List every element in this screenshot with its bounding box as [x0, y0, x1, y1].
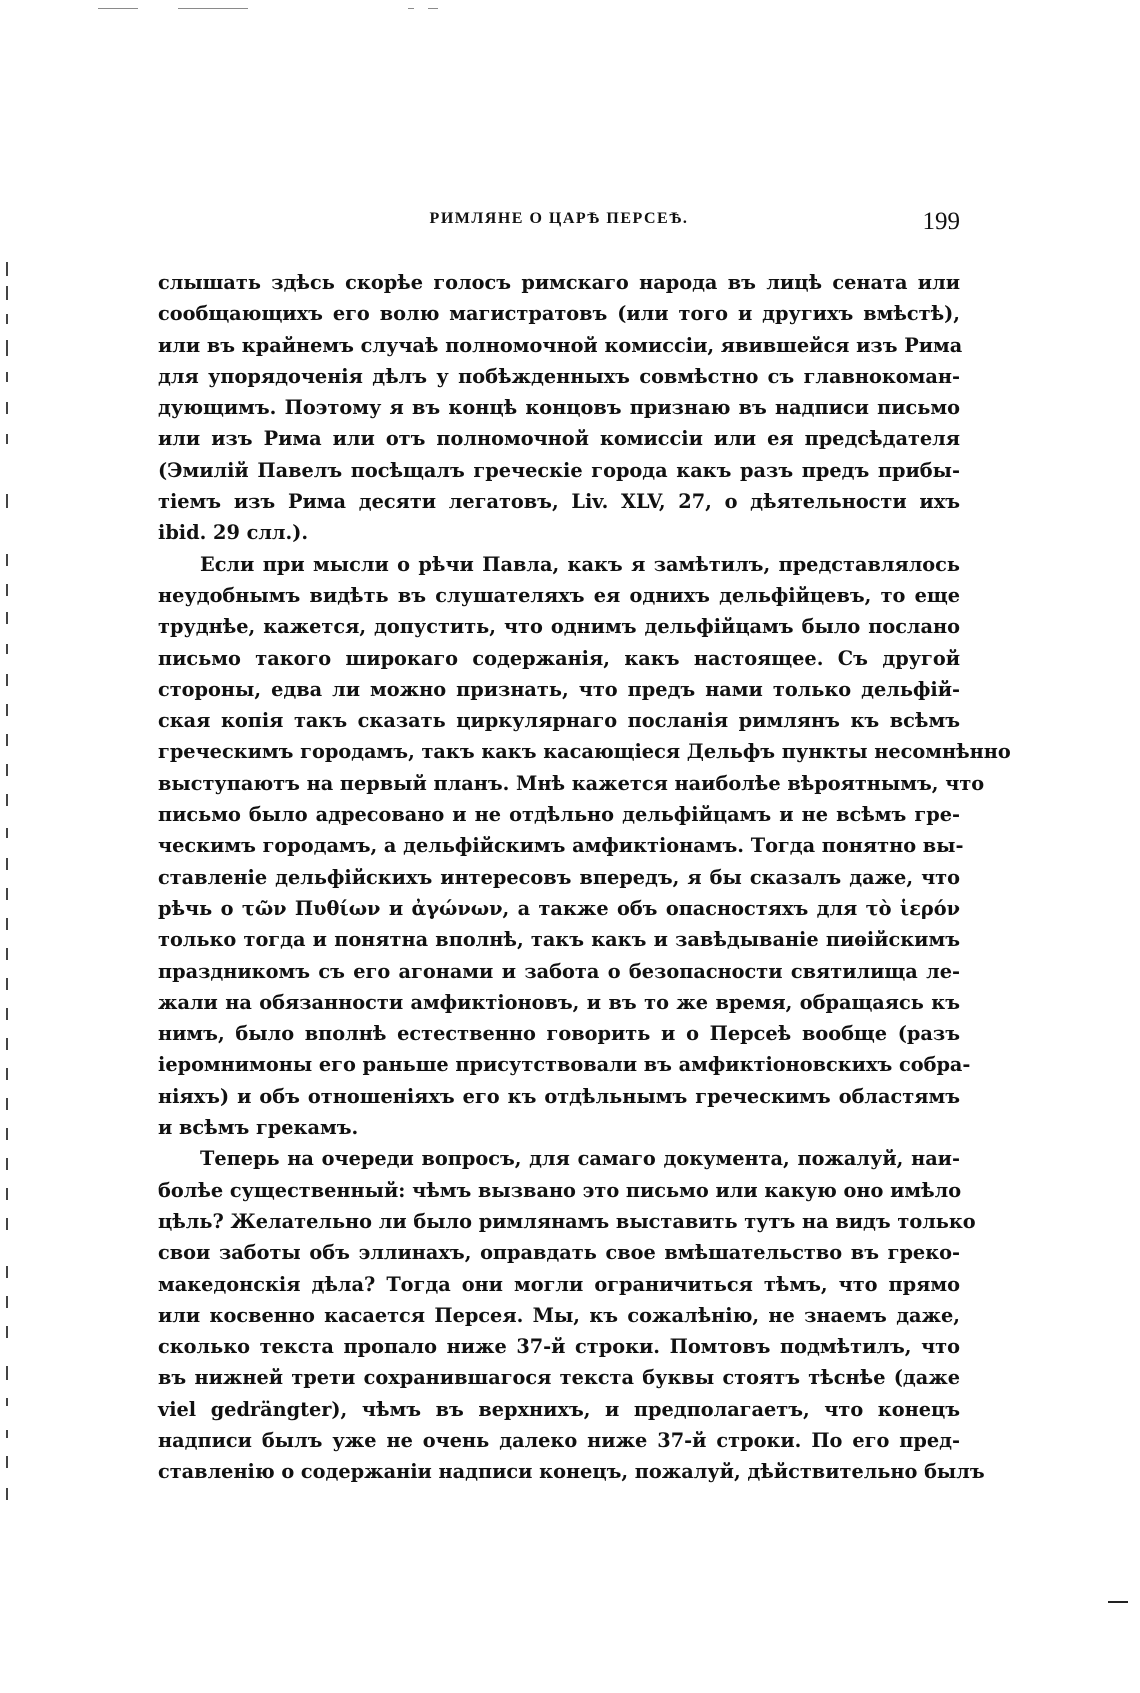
margin-tick	[6, 704, 8, 716]
text-line: цѣль? Желательно ли было римлянамъ выставить тутъ на видъ только	[158, 1209, 976, 1233]
text-line: ставленіе дельфійскихъ интересовъ впередъ, я бы сказалъ даже, что	[158, 865, 960, 889]
running-head	[158, 208, 960, 242]
paragraph	[158, 549, 1011, 1144]
text-line: Теперь на очереди вопросъ, для самаго документа, пожалуй, наи-	[200, 1147, 960, 1171]
margin-tick	[6, 644, 8, 654]
margin-tick	[6, 340, 8, 356]
margin-tick	[6, 494, 8, 508]
text-line: сообщающихъ его волю магистратовъ (или того и другихъ вмѣстѣ),	[158, 302, 960, 326]
margin-tick	[6, 1296, 8, 1308]
margin-tick	[6, 918, 8, 930]
scan-artifact-marks	[98, 8, 478, 10]
text-line: македонскія дѣла? Тогда они могли ограничиться тѣмъ, что прямо	[158, 1272, 960, 1296]
text-line: и всѣмъ грекамъ.	[158, 1116, 359, 1140]
scan-mark	[408, 8, 414, 9]
margin-tick	[6, 1488, 8, 1500]
margin-tick	[6, 612, 8, 624]
text-line: сколько текста пропало ниже 37-й строки. Помтовъ подмѣтилъ, что	[158, 1335, 960, 1359]
text-line: праздникомъ съ его агонами и забота о безопасности святилища ле-	[158, 959, 960, 983]
margin-tick	[6, 286, 8, 300]
margin-tick	[6, 372, 8, 382]
text-line: болѣе существенный: чѣмъ вызвано это письмо или какую оно имѣло	[158, 1178, 962, 1202]
margin-tick	[6, 1430, 8, 1438]
text-line: стороны, едва ли можно признать, что предъ нами только дельфій-	[158, 677, 960, 701]
text-line: ibid. 29 слл.).	[158, 521, 309, 545]
text-line: ческимъ городамъ, а дельфійскимъ амфиктіонамъ. Тогда понятно вы-	[158, 834, 964, 858]
scan-mark	[178, 8, 248, 9]
margin-tick	[6, 1128, 8, 1140]
text-line: труднѣе, кажется, допустить, что однимъ дельфійцамъ было послано	[158, 615, 960, 639]
text-line: выступаютъ на первый планъ. Мнѣ кажется наиболѣе вѣроятнымъ, что	[158, 771, 985, 795]
margin-tick	[6, 764, 8, 776]
margin-tick	[6, 978, 8, 990]
text-line: ставленію о содержаніи надписи конецъ, пожалуй, дѣйствительно былъ	[158, 1460, 985, 1484]
margin-tick	[6, 434, 8, 444]
margin-tick	[6, 1188, 8, 1200]
margin-tick	[6, 1366, 8, 1380]
edge-mark	[1108, 1601, 1128, 1603]
text-line: въ нижней трети сохранившагося текста буквы стоятъ тѣснѣе (даже	[158, 1366, 960, 1390]
margin-tick	[6, 402, 8, 414]
text-line: жали на обязанности амфиктіоновъ, и въ то же время, обращаясь къ	[158, 990, 960, 1014]
text-line: или изъ Рима или отъ полномочной комиссіи или ея предсѣдателя	[158, 427, 960, 451]
text-line: или въ крайнемъ случаѣ полномочной комиссіи, явившейся изъ Рима	[158, 333, 963, 357]
margin-tick	[6, 828, 8, 838]
margin-tick	[6, 262, 8, 276]
text-line: тіемъ изъ Рима десяти легатовъ, Liv. XLV, 27, о дѣятельности ихъ	[158, 490, 960, 514]
text-line: нимъ, было вполнѣ естественно говорить и о Персеѣ вообще (разъ	[158, 1022, 960, 1046]
margin-tick	[6, 1098, 8, 1110]
text-line: іеромнимоны его раньше присутствовали въ амфиктіоновскихъ собра-	[158, 1053, 971, 1077]
margin-tick	[6, 554, 8, 566]
text-line: или косвенно касается Персея. Мы, къ сожалѣнію, не знаемъ даже,	[158, 1303, 960, 1327]
paragraph	[158, 267, 963, 549]
margin-tick	[6, 1068, 8, 1080]
text-line: (Эмилій Павелъ посѣщалъ греческіе города какъ разъ предъ прибы-	[158, 458, 960, 482]
text-line: рѣчь о τῶν Πυθίων и ἀγώνων, а также объ опасностяхъ для τὸ ἱερόν	[158, 896, 960, 920]
margin-tick	[6, 888, 8, 900]
text-line: ская копія такъ сказать циркулярнаго посланія римлянъ къ всѣмъ	[158, 709, 960, 733]
text-line: для упорядоченія дѣлъ у побѣжденныхъ совмѣстно съ главнокоман-	[158, 364, 960, 388]
running-title: РИМЛЯНЕ О ЦАРѢ ПЕРСЕѢ.	[429, 210, 689, 227]
margin-tick	[6, 734, 8, 746]
text-line: Если при мысли о рѣчи Павла, какъ я замѣтилъ, представлялось	[200, 552, 960, 576]
text-line: дующимъ. Поэтому я въ концѣ концовъ признаю въ надписи письмо	[158, 396, 960, 420]
text-line: греческимъ городамъ, такъ какъ касающіеся Дельфъ пункты несомнѣнно	[158, 740, 1011, 764]
margin-tick	[6, 1008, 8, 1020]
text-line: только тогда и понятна вполнѣ, такъ какъ и завѣдываніе пиѳійскимъ	[158, 928, 960, 952]
text-line: свои заботы объ эллинахъ, оправдать свое вмѣшательство въ греко-	[158, 1241, 960, 1265]
margin-tick	[6, 584, 8, 596]
margin-tick	[6, 948, 8, 960]
body-text	[158, 267, 1011, 1488]
margin-tick	[6, 1266, 8, 1278]
margin-tick	[6, 1218, 8, 1230]
text-line: неудобнымъ видѣть въ слушателяхъ ея однихъ дельфійцевъ, то еще	[158, 583, 960, 607]
text-line: надписи былъ уже не очень далеко ниже 37-й строки. По его пред-	[158, 1428, 960, 1452]
margin-tick	[6, 1398, 8, 1406]
binding-margin-marks	[3, 262, 11, 1532]
margin-tick	[6, 674, 8, 686]
margin-tick	[6, 1158, 8, 1170]
margin-tick	[6, 1456, 8, 1468]
text-line: письмо было адресовано и не отдѣльно дельфійцамъ и не всѣмъ гре-	[158, 803, 960, 827]
paragraph	[158, 1143, 985, 1487]
text-line: viel gedrängter), чѣмъ въ верхнихъ, и предполагаетъ, что конецъ	[158, 1397, 960, 1421]
margin-tick	[6, 794, 8, 806]
margin-tick	[6, 858, 8, 870]
scan-mark	[428, 8, 438, 9]
page-number: 199	[922, 208, 960, 235]
margin-tick	[6, 1326, 8, 1338]
text-line: письмо такого широкаго содержанія, какъ настоящее. Съ другой	[158, 646, 960, 670]
text-line: слышать здѣсь скорѣе голосъ римскаго народа въ лицѣ сената или	[158, 271, 960, 294]
margin-tick	[6, 1038, 8, 1050]
margin-tick	[6, 314, 8, 324]
text-line: ніяхъ) и объ отношеніяхъ его къ отдѣльнымъ греческимъ областямъ	[158, 1084, 960, 1108]
scan-mark	[98, 8, 138, 9]
